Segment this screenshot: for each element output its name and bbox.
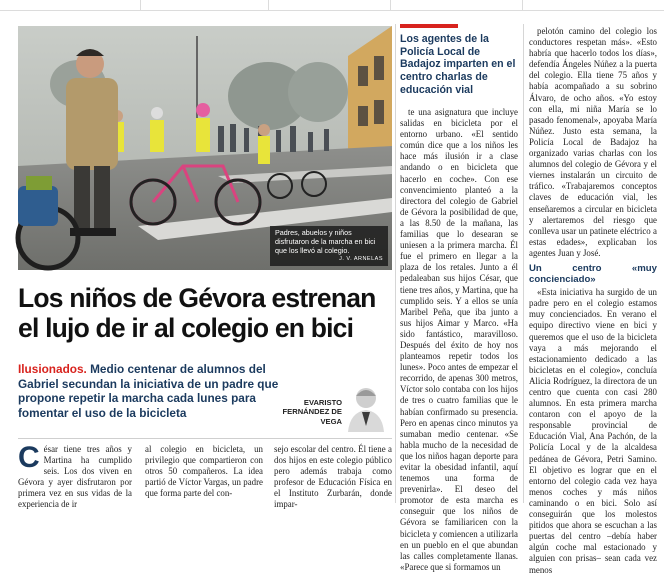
author-avatar bbox=[344, 382, 388, 432]
section-subheading: Un centro «muy concienciado» bbox=[529, 262, 657, 286]
body-text: al colegio en bicicleta, un privilegio que compartieron con otros 50 compañeros. La idea partió de Víctor Vargas, un padre que forma parte del con- bbox=[145, 444, 263, 499]
top-divider bbox=[522, 0, 523, 10]
article-column-b bbox=[529, 26, 657, 575]
top-divider bbox=[140, 0, 141, 10]
article-paragraph: pelotón camino del colegio los conductores respetan más». «Esto habría que hacerlo todos los días», defendía Ángeles Núñez a la puerta del colegio. Ella tiene 75 años y había acompañado a su sobrino Álvaro, de ocho años. «Yo estoy con ella, mi niña María se lo pasado fenomenal», apoyaba María Núñez. Justo esta semana, la Policía Local de Badajoz ha organizado varias charlas con los alumnos del colegio de Gévora y el viernes instalarán un circuito de tráfico. «Trabajaremos conceptos claves de educación vial, les enseñaremos a circular en bicicleta y alertaremos del riesgo que conlleva usar un patinete eléctrico a estas edades», explicaban los agentes Juan y José. bbox=[529, 26, 657, 258]
news-photo bbox=[18, 26, 392, 270]
photo-caption bbox=[270, 226, 388, 266]
side-heading: Los agentes de la Policía Local de Badajoz imparten en el centro charlas de educación vial bbox=[400, 33, 516, 96]
column-divider bbox=[523, 24, 524, 503]
article-deck bbox=[18, 362, 280, 420]
drop-cap: C bbox=[18, 441, 40, 474]
author-last-name: FERNÁNDEZ DE VEGA bbox=[282, 407, 342, 426]
article-headline: Los niños de Gévora estrenan el lujo de ir al colegio en bici bbox=[18, 283, 376, 343]
top-divider bbox=[268, 0, 269, 10]
article-paragraph: «Esta iniciativa ha surgido de un padre pero en el colegio estamos muy concienciados. En verano el equipo directivo viene en bici y queremos que el uso de la bicicleta vaya a más mejorando el estacionamiento dedicado a las bicicletas en el colegio», concluía Alicia Rodríguez, la directora de un centro que cuenta con casi 280 alumnos. En esta primera marcha contaron con el apoyo de la responsable provincial de Educación Vial, Ana Pachón, de la Policía Local y de la alcaldesa pedánea de Gévora, Petri Samino. El objetivo es lograr que en el entorno del colegio cada vez haya menos coches y más niños caminando o en bici. Solo así conseguirán que los molestos pitidos que ahora se escuchan a las puertas del centro –debía haber algún coche mal estacionado y alguien con prisas– sean cada vez menos bbox=[529, 287, 657, 575]
deck-kicker: Ilusionados. bbox=[18, 362, 87, 376]
deck-text: Medio centenar de alumnos del Gabriel secundan la iniciativa de un padre que propone repetir la marcha cada lunes para fomentar el uso de la bicicleta bbox=[18, 362, 279, 420]
body-column-1 bbox=[18, 441, 132, 510]
section-accent-bar bbox=[400, 24, 458, 28]
top-rule bbox=[0, 10, 664, 11]
horizontal-rule bbox=[18, 438, 392, 439]
author-byline bbox=[270, 398, 342, 426]
body-text: ésar tiene tres años y Martina ha cumplido seis. Los dos viven en Gévora y ayer disfrutaron por primera vez en sus vidas de la experiencia de ir bbox=[18, 444, 132, 510]
body-column-2 bbox=[145, 444, 263, 503]
photo-credit: J. V. ARNELAS bbox=[339, 256, 383, 263]
column-divider bbox=[395, 24, 396, 503]
article-column-a bbox=[400, 107, 518, 572]
body-column-3 bbox=[274, 444, 392, 510]
top-page-strip bbox=[0, 0, 664, 12]
body-text: sejo escolar del centro. Él tiene a dos hijos en este colegio público pero además trabaja como profesor de Educación Física en el Instituto Zurbarán, donde impar- bbox=[274, 444, 392, 510]
article-paragraph: te una asignatura que incluye salidas en bicicleta por el entorno urbano. «El sentido común dice que a los niños les hace más ilusión ir a clase andando o en bicicleta que hacerlo en coche». Con ese convencimiento planteó a la directora del colegio de Gabriel de Gévora la posibilidad de que, a las 8.50 de la mañana, las familias que lo desearan se uniesen a la primera marcha. Él fue el primero en llegar a la plaza de los retales. Junto a él pedaleaban sus hijos César, que tiene tres años, y Martina, que ha cumplido seis. Y a ellos se unía Maribel Peña, que iba junto a sus hijos Aimar y Marco. «Ha sido fantástico, maravilloso. Después del éxito de hoy nos planteamos repetir todos los lunes». Poco antes de empezar el recorrido, de apenas 300 metros, Víctor solo contaba con los hijos de tres o cuatro familias que le habían confirmado su presencia. Pero en apenas cinco minutos ya sumaban medio centenar. «Se habla mucho de la necesidad de que los niños hagan deporte para evitar la obesidad infantil, aquí tenemos una forma de prevenirla». El deseo del promotor de esta marcha es conseguir que los niños de Gévora se familiaricen con la bicicleta y comiencen a utilizarla en un pueblo en el que abundan las calles completamente llanas. «Parece que si formamos un bbox=[400, 107, 518, 572]
author-first-name: EVARISTO bbox=[303, 398, 342, 407]
top-divider bbox=[390, 0, 391, 10]
caption-text: Padres, abuelos y niños disfrutaron de la marcha en bici que los llevó al colegio. bbox=[275, 227, 376, 255]
